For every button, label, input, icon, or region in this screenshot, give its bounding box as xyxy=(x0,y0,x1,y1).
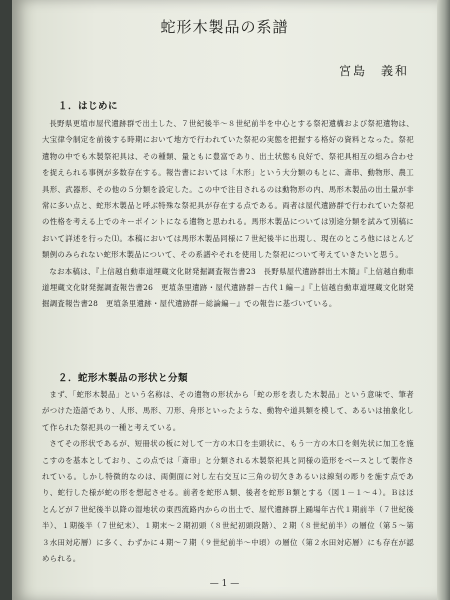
page-title: 蛇形木製品の系譜 xyxy=(160,18,289,36)
section-body-intro xyxy=(42,116,414,313)
paragraph: なお本稿は、『上信越自動車道埋蔵文化財発掘調査報告書23 長野県屋代遺跡群出土木簡』『上信越自動車道埋蔵文化財発掘調査報告書26 更埴条里遺跡・屋代遺跡群－古代１編－』『上信越自動車道埋蔵文化財発掘調査報告書28 更埴条里遺跡・屋代遺跡群－総論編－』での報告に基づいている。 xyxy=(42,266,414,309)
author-name: 宮島 義和 xyxy=(338,64,409,78)
section-body-shape xyxy=(42,387,414,567)
page-edge xyxy=(437,0,450,600)
binding-shadow xyxy=(0,0,12,600)
paragraph: 長野県更埴市屋代遺跡群で出土した、７世紀後半～８世紀前半を中心とする祭祀遺構および祭祀遺物は、大宝律令制定を前後する時期において地方で行われていた祭祀の実態を把握する格好の資料となった。祭祀遺物の中でも木製祭祀具は、その種類、量ともに豊富であり、出土状態も良好で、祭祀具相互の組み合わせを捉えられる事例が多数存在する。報告書においては「木形」という大分類のもとに、斎串、動物形、農工具形、武器形、その他の５分類を設定した。この中で注目されるのは動物形の内、馬形木製品の出土量が非常に多い点と、蛇形木製品と呼ぶ特殊な祭祀具が存在する点である。両者は屋代遺跡群で行われていた祭祀の性格を考える上でのキーポイントになる遺物と思われる。馬形木製品については別途分類を試みて別稿において詳述を行った⑴。本稿においては馬形木製品同様に７世紀後半に出現し、現在のところ他にはとんど類例のみられない蛇形木製品について、その系譜やそれを使用した祭祀について考えていきたいと思う。 xyxy=(42,119,414,260)
paragraph: まず、「蛇形木製品」という名称は、その遺物の形状から「蛇の形を表した木製品」という意味で、筆者がつけた造語であり、人形、馬形、刀形、舟形といったような、動物や道具類を模して、あるいは抽象化して作られた祭祀具の一種と考えている。 xyxy=(42,390,414,432)
page-number: — 1 — xyxy=(209,579,240,589)
document-page xyxy=(12,0,437,600)
section-heading-shape: ２．蛇形木製品の形状と分類 xyxy=(58,373,189,384)
section-heading-intro: １．はじめに xyxy=(58,101,119,112)
paragraph: さてその形状であるが、短冊状の板に対して一方の木口を圭頭状に、もう一方の木口を剣先状に加工を施こすのを基本としており、この点では「斎串」と分類される木製祭祀具と同様の造形をベースとして製作されている。しかし特徴的なのは、両側面に対し左右交互に三角の切欠きあるいは線刻の彫りを施す点であり、蛇行した様が蛇の形を想起させる。前者を蛇形Ａ類、後者を蛇形Ｂ類とする（図１－１～４）。Ｂはほとんどが７世紀後半以降の湿地状の東西流路内からの出土で、屋代遺跡群上踊場年古代１期前半（７世紀後半）、１期後半（７世紀末）、１期末～２期初頭（８世紀初頭段階）、２期（８世紀前半）の層位（第５～第３水田対応層）に多く、わずかに４期～７期（９世紀前半～中頃）の層位（第２水田対応層）にも存在が認められる。 xyxy=(42,439,414,564)
